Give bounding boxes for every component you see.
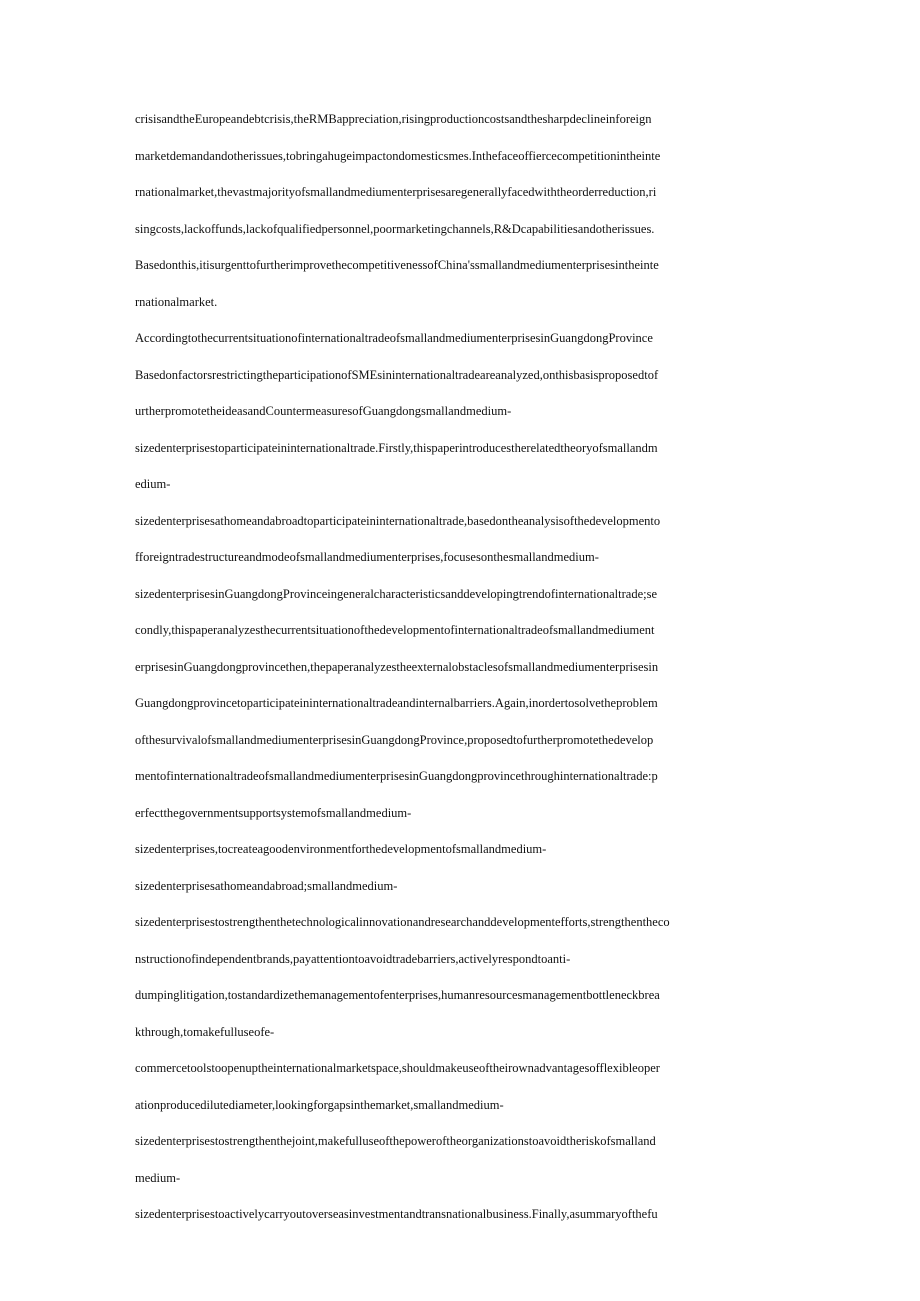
text-line: sizedenterprisestoparticipateininternationaltrade.Firstly,thispaperintroducestherelatedtheoryofsmallandm	[135, 440, 658, 455]
text-line: singcosts,lackoffunds,lackofqualifiedpersonnel,poormarketingchannels,R&Dcapabilitiesandotherissues.	[135, 221, 655, 236]
text-line: erprisesinGuangdongprovincethen,thepaperanalyzestheexternalobstaclesofsmallandmediumenterprisesin	[135, 659, 659, 674]
text-line: kthrough,tomakefulluseofe-	[135, 1024, 275, 1039]
text-line: urtherpromotetheideasandCountermeasuresofGuangdongsmallandmedium-	[135, 404, 512, 418]
text-line: rnationalmarket,thevastmajorityofsmallandmediumenterprisesaregenerallyfacedwiththeorderreduction,ri	[135, 185, 657, 199]
text-line: rnationalmarket.	[135, 294, 218, 309]
text-line: commercetoolstoopenuptheinternationalmarketspace,shouldmakeuseoftheirownadvantagesofflexibleoper	[135, 1061, 660, 1075]
text-line: BasedonfactorsrestrictingtheparticipationofSMEsininternationaltradeareanalyzed,onthisbasisproposedtof	[135, 367, 659, 382]
text-line: edium-	[135, 477, 171, 491]
text-line: sizedenterprisesathomeandabroadtoparticipateininternationaltrade,basedontheanalysisofthedevelopmento	[135, 513, 661, 528]
text-line: erfectthegovernmentsupportsystemofsmallandmedium-	[135, 805, 412, 820]
text-line: ofthesurvivalofsmallandmediumenterprisesinGuangdongProvince,proposedtofurtherpromotethedevelop	[135, 732, 654, 747]
text-line: Guangdongprovincetoparticipateininternationaltradeandinternalbarriers.Again,inordertosolvetheproblem	[135, 696, 658, 710]
text-line: sizedenterprisestoactivelycarryoutoverseasinvestmentandtransnationalbusiness.Finally,asummaryofthefu	[135, 1207, 658, 1221]
text-line: sizedenterprisestostrengthenthejoint,makefulluseofthepoweroftheorganizationstoavoidtheriskofsmalland	[135, 1134, 656, 1148]
text-line: marketdemandandotherissues,tobringahugeimpactondomesticsmes.Inthefaceoffiercecompetitionintheinte	[135, 148, 661, 163]
text-line: condly,thispaperanalyzesthecurrentsituationofthedevelopmentofinternationaltradeofsmallandmediument	[135, 623, 655, 637]
text-line: sizedenterprises,tocreateagoodenvironmentforthedevelopmentofsmallandmedium-	[135, 842, 547, 856]
text-line: mentofinternationaltradeofsmallandmediumenterprisesinGuangdongprovincethroughinternationaltrade:p	[135, 769, 658, 783]
text-line: medium-	[135, 1170, 181, 1185]
text-line: AccordingtothecurrentsituationofinternationaltradeofsmallandmediumenterprisesinGuangdongProvince	[135, 331, 653, 345]
body-text	[135, 101, 787, 1233]
text-line: dumpinglitigation,tostandardizethemanagementofenterprises,humanresourcesmanagementbottleneckbrea	[135, 988, 660, 1002]
text-line: sizedenterprisesathomeandabroad;smallandmedium-	[135, 878, 398, 893]
text-line: sizedenterprisestostrengthenthetechnologicalinnovationandresearchanddevelopmentefforts,strengthentheco	[135, 915, 670, 929]
text-line: Basedonthis,itisurgenttofurtherimprovethecompetitivenessofChina'ssmallandmediumenterprisesintheinte	[135, 258, 659, 272]
text-line: nstructionofindependentbrands,payattentiontoavoidtradebarriers,activelyrespondtoanti-	[135, 951, 571, 966]
text-line: sizedenterprisesinGuangdongProvinceingeneralcharacteristicsanddevelopingtrendofinternationaltrade;se	[135, 586, 658, 601]
text-line: ationproducedilutediameter,lookingforgapsinthemarket,smallandmedium-	[135, 1097, 504, 1112]
text-line: fforeigntradestructureandmodeofsmallandmediumenterprises,focusesonthesmallandmedium-	[135, 550, 599, 564]
text-line: crisisandtheEuropeandebtcrisis,theRMBappreciation,risingproductioncostsandthesharpdeclineinforeign	[135, 112, 652, 126]
